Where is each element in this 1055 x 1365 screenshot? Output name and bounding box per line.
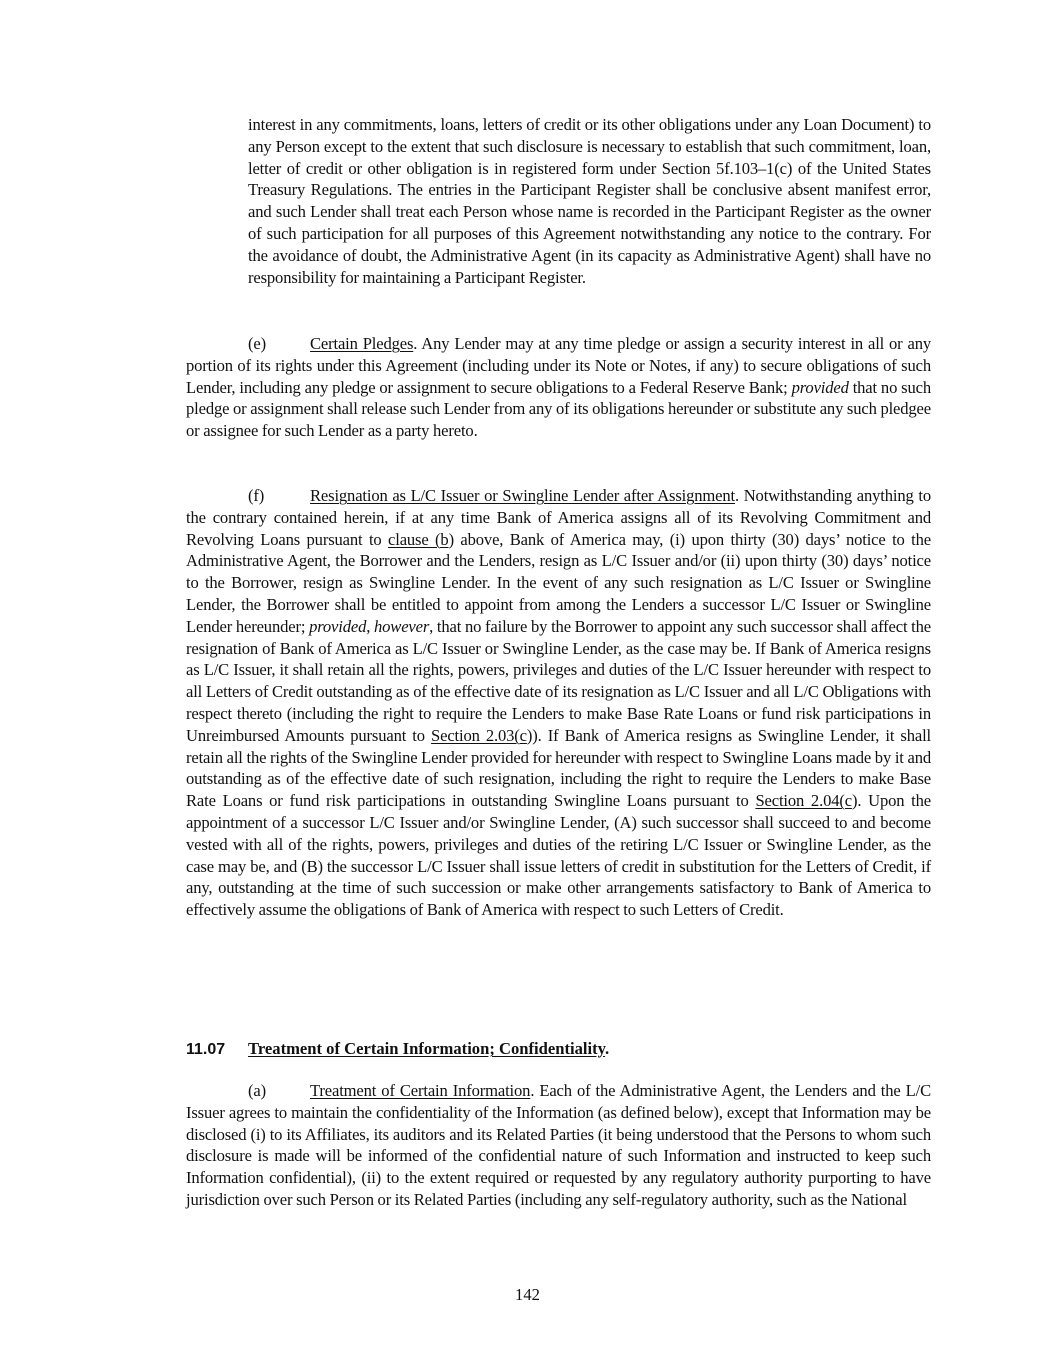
italic-however: however	[374, 616, 430, 636]
section-a-title: Treatment of Certain Information	[310, 1081, 531, 1100]
paragraph-text: ,	[366, 616, 374, 636]
section-a-paragraph	[186, 1080, 931, 1211]
paragraph-text: . Notwithstanding anything to the contrary contained herein, if at any time Bank of America assigns all of its Revolving Commitment and Revolving Loans pursuant to	[186, 486, 931, 549]
paragraph-text: that no such pledge or assignment shall release such Lender from any of its obligations hereunder or substitute any such pledgee or assignee for such Lender as a party hereto.	[186, 377, 931, 441]
section-f-paragraph	[186, 485, 931, 921]
section-f-title: Resignation as L/C Issuer or Swingline Lender after Assignment	[310, 486, 735, 505]
section-a-label: (a)	[248, 1081, 266, 1100]
paragraph-text: , that no failure by the Borrower to appoint any such successor shall affect the resignation of Bank of America as L/C Issuer or Swingline Lender, as the case may be. If Bank of America resigns as L/C Issuer, it shall retain all the rights, powers, privileges and duties of the L/C Issuer hereunder with respect to all Letters of Credit outstanding as of the effective date of its resignation as L/C Issuer and all L/C Obligations with respect thereto (including the right to require the Lenders to make Base Rate Loans or fund risk participations in Unreimbursed Amounts pursuant to	[186, 616, 931, 745]
section-f-label: (f)	[248, 486, 265, 505]
section-number: 11.07	[186, 1041, 226, 1058]
italic-provided: provided	[791, 377, 849, 397]
continuation-paragraph	[248, 114, 931, 288]
section-e-paragraph	[186, 333, 931, 442]
italic-provided: provided	[309, 616, 367, 636]
paragraph-text: . Each of the Administrative Agent, the Lenders and the L/C Issuer agrees to maintain the confidentiality of the Information (as defined below), except that Information may be disclosed (i) to its Affiliates, its auditors and its Related Parties (it being understood that the Persons to whom such disclosure is made will be informed of the confidential nature of such Information and instructed to keep such Information confidential), (ii) to the extent required or requested by any regulatory authority purporting to have jurisdiction over such Person or its Related Parties (including any self-regulatory authority, such as the National	[186, 1081, 931, 1209]
section-e-label: (e)	[248, 334, 266, 353]
page-number: 142	[515, 1285, 540, 1304]
clause-b-reference-link[interactable]: clause (b	[388, 529, 449, 549]
paragraph-text: interest in any commitments, loans, letters of credit or its other obligations under any Loan Document) to any Person except to the extent that such disclosure is necessary to establish that such commitment, loan, letter of credit or other obligation is in registered form under Section 5f.103–1(c) of the United States Treasury Regulations. The entries in the Participant Register shall be conclusive absent manifest error, and such Lender shall treat each Person whose name is recorded in the Participant Register as the owner of such participation for all purposes of this Agreement notwithstanding any notice to the contrary. For the avoidance of doubt, the Administrative Agent (in its capacity as Administrative Agent) shall have no responsibility for maintaining a Participant Register.	[248, 115, 931, 287]
section-e-title: Certain Pledges	[310, 334, 414, 353]
paragraph-text: ) above, Bank of America may, (i) upon thirty (30) days’ notice to the Administrative Agent, the Borrower and the Lenders, resign as L/C Issuer and/or (ii) upon thirty (30) days’ notice to the Borrower, resign as Swingline Lender. In the event of any such resignation as L/C Issuer or Swingline Lender, the Borrower shall be entitled to appoint from among the Lenders a successor L/C Issuer or Swingline Lender hereunder;	[186, 529, 931, 636]
heading-period: .	[605, 1039, 610, 1058]
paragraph-text: . Any Lender may at any time pledge or assign a security interest in all or any portion of its rights under this Agreement (including under its Note or Notes, if any) to secure obligations of such Lender, including any pledge or assignment to secure obligations to a Federal Reserve Bank;	[186, 334, 931, 397]
paragraph-text: )). If Bank of America resigns as Swingline Lender, it shall retain all the rights of the Swingline Lender provided for hereunder with respect to Swingline Loans made by it and outstanding as of the effective date of such resignation, including the right to require the Lenders to make Base Rate Loans or fund risk participations in outstanding Swingline Loans pursuant to	[186, 725, 932, 811]
section-2-04c-reference-link[interactable]: Section 2.04(c	[755, 791, 852, 811]
section-2-03c-reference-link[interactable]: Section 2.03(c	[431, 725, 527, 745]
section-heading-11-07	[186, 1038, 609, 1061]
paragraph-text: ). Upon the appointment of a successor L/C Issuer and/or Swingline Lender, (A) such successor shall succeed to and become vested with all of the rights, powers, privileges and duties of the retiring L/C Issuer or Swingline Lender, as the case may be, and (B) the successor L/C Issuer shall issue letters of credit in substitution for the Letters of Credit, if any, outstanding at the time of such succession or make other arrangements satisfactory to Bank of America to effectively assume the obligations of Bank of America with respect to such Letters of Credit.	[186, 791, 931, 920]
section-title: Treatment of Certain Information; Confidentiality	[248, 1039, 606, 1058]
